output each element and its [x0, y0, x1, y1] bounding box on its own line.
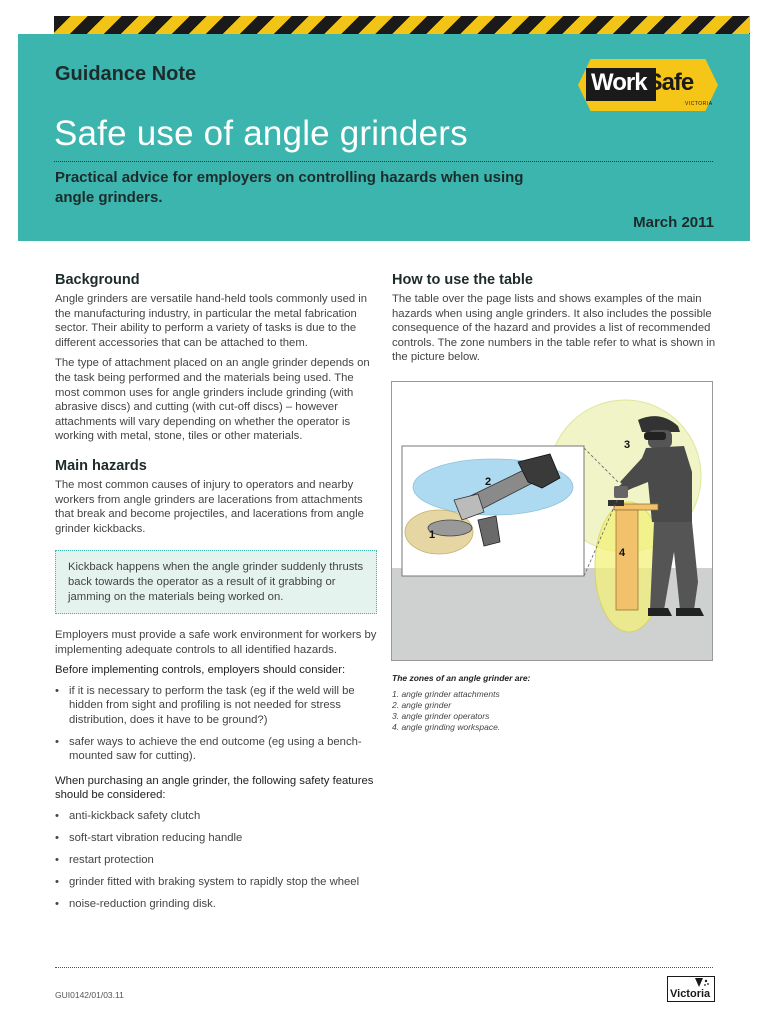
guidance-note-label: Guidance Note — [55, 63, 197, 85]
work-piece — [608, 500, 624, 506]
features-lead: When purchasing an angle grinder, the following safety features should be considered: — [55, 774, 374, 802]
background-heading: Background — [55, 272, 140, 288]
zone-label-4: 4 — [619, 547, 626, 559]
consider-lead: Before implementing controls, employers should consider: — [55, 664, 346, 677]
list-item: • noise-reduction grinding disk. — [55, 897, 380, 912]
features-list — [55, 809, 380, 911]
victoria-emblem-icon — [695, 978, 709, 987]
caption-item: 4. angle grinding workspace. — [392, 722, 501, 732]
employers-paragraph: Employers must provide a safe work environment for workers by implementing adequate controls to all identified hazards. — [55, 629, 377, 656]
operator-grinder — [614, 486, 628, 498]
list-item: • if it is necessary to perform the task (eg if the weld will be hidden from sight and profiling is not needed for stress distribution, does it have to be ground?) — [55, 684, 380, 728]
worksafe-logo: WorkSafe VICTORIA — [578, 59, 718, 111]
background-paragraph-1: Angle grinders are versatile hand-held tools commonly used in the manufacturing industry, in particular the metal fabrication sector. Their ability to perform a variety of tasks is due to the different accessories that can be attached to them. — [55, 293, 368, 349]
header-banner — [18, 34, 750, 241]
victoria-government-logo: Victoria — [667, 976, 715, 1002]
how-to-use-heading: How to use the table — [392, 272, 533, 288]
how-to-use-paragraph: The table over the page lists and shows examples of the main hazards when using angle grinders. It also includes the possible consequence of the hazard and provides a list of recommended controls. The zone numbers in the table refer to what is shown in the picture below. — [392, 293, 716, 364]
zone-label-2: 2 — [485, 476, 492, 488]
list-item: • anti-kickback safety clutch — [55, 809, 380, 824]
right-column — [392, 272, 722, 365]
main-hazards-paragraph: The most common causes of injury to operators and nearby workers from angle grinders are lacerations from attachments that break and become projectiles, and lacerations from angle grinder kickbacks. — [55, 478, 364, 535]
background-paragraph-2: The type of attachment placed on an angle grinder depends on the task being performed and the materials being used. The most common uses for angle grinders include grinding (with abrasive discs) and cutting (with cut-off discs) – however attachments will vary depending on whether the operator is working with metal, stone, tiles or other materials. — [55, 357, 370, 443]
hazard-stripe — [54, 16, 750, 34]
consider-list — [55, 684, 380, 764]
kickback-callout: Kickback happens when the angle grinder suddenly thrusts back towards the operator as a result of it grabbing or jamming on the materials being worked on. — [55, 550, 377, 614]
workbench-leg — [616, 510, 638, 610]
publication-date: March 2011 — [633, 214, 714, 231]
page-title: Safe use of angle grinders — [54, 114, 468, 153]
list-item: • safer ways to achieve the end outcome (eg using a bench-mounted saw for cutting). — [55, 735, 380, 764]
angle-grinder-zones-illustration — [391, 381, 713, 661]
title-divider — [54, 161, 713, 162]
left-column — [55, 272, 380, 918]
zone-label-1: 1 — [429, 529, 436, 541]
caption-item: 1. angle grinder attachments — [392, 689, 500, 699]
footer-divider — [55, 967, 713, 968]
caption-title: The zones of an angle grinder are: — [392, 673, 531, 683]
list-item: • grinder fitted with braking system to rapidly stop the wheel — [55, 875, 380, 890]
document-code: GUI0142/01/03.11 — [55, 990, 124, 1000]
list-item: • soft-start vibration reducing handle — [55, 831, 380, 846]
list-item: • restart protection — [55, 853, 380, 868]
main-hazards-heading: Main hazards — [55, 457, 147, 474]
zone-label-3: 3 — [624, 439, 631, 451]
figure-caption — [392, 673, 712, 733]
page-subtitle: Practical advice for employers on controlling hazards when using angle grinders. — [55, 169, 524, 206]
caption-item: 3. angle grinder operators — [392, 711, 490, 721]
caption-item: 2. angle grinder — [392, 700, 452, 710]
